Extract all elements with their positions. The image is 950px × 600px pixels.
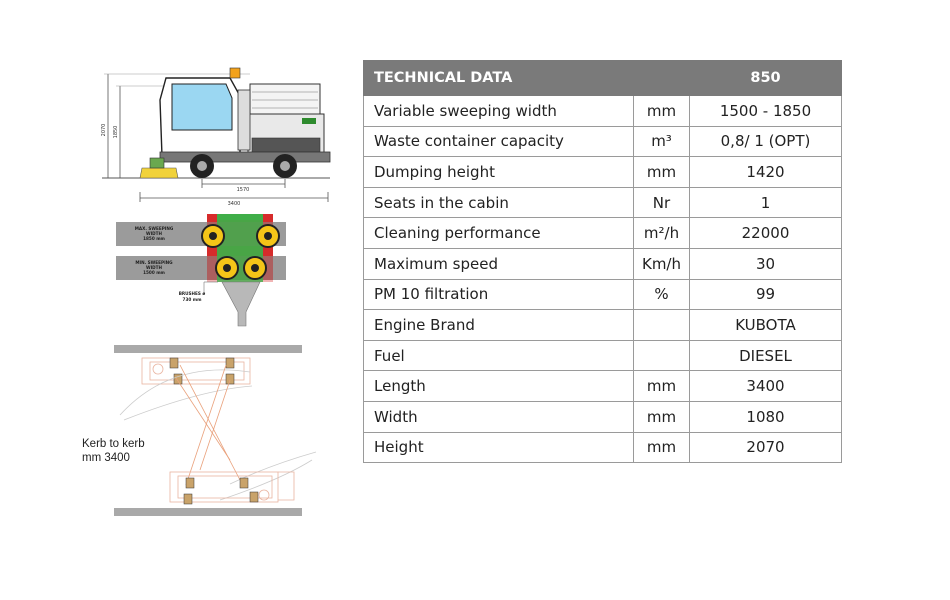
table-row xyxy=(364,401,842,432)
table-row xyxy=(364,126,842,157)
row-label: Length xyxy=(364,371,634,402)
row-label: Variable sweeping width xyxy=(364,96,634,127)
height-dim-outer: 2070 xyxy=(101,123,107,137)
row-unit: Km/h xyxy=(634,248,690,279)
row-label: Waste container capacity xyxy=(364,126,634,157)
row-label: Seats in the cabin xyxy=(364,187,634,218)
max-sweep-label-2: WIDTH xyxy=(145,231,163,236)
row-value: 1500 - 1850 xyxy=(690,96,842,127)
table-row xyxy=(364,279,842,310)
brush-plan-view xyxy=(116,214,286,326)
brushes-label-2: 730 mm xyxy=(182,297,202,302)
row-unit: m²/h xyxy=(634,218,690,249)
kerb-label-line2: mm 3400 xyxy=(82,452,130,464)
header-model: 850 xyxy=(690,61,842,96)
min-sweep-label-1: MIN. SWEEPING xyxy=(135,260,173,265)
row-unit xyxy=(634,340,690,371)
table-header-row xyxy=(364,61,842,96)
technical-data-table xyxy=(363,60,842,463)
row-unit: m³ xyxy=(634,126,690,157)
row-value: 99 xyxy=(690,279,842,310)
table-row xyxy=(364,371,842,402)
row-unit: mm xyxy=(634,432,690,463)
row-label: PM 10 filtration xyxy=(364,279,634,310)
turning-diagram xyxy=(114,345,316,516)
header-technical-data: TECHNICAL DATA xyxy=(364,61,634,96)
min-sweep-label-3: 1500 mm xyxy=(143,270,165,275)
row-value: 1080 xyxy=(690,401,842,432)
table-row xyxy=(364,96,842,127)
max-sweep-label-1: MAX. SWEEPING xyxy=(134,226,174,231)
row-value: 22000 xyxy=(690,218,842,249)
brushes-label-1: BRUSHES ø xyxy=(178,291,206,296)
table-row xyxy=(364,310,842,341)
row-unit: mm xyxy=(634,401,690,432)
row-unit: % xyxy=(634,279,690,310)
row-label: Fuel xyxy=(364,340,634,371)
row-label: Height xyxy=(364,432,634,463)
row-unit: mm xyxy=(634,96,690,127)
sweeper-side-view xyxy=(101,68,330,207)
length-dim: 3400 xyxy=(227,201,241,207)
table-row xyxy=(364,218,842,249)
row-value: 30 xyxy=(690,248,842,279)
row-label: Engine Brand xyxy=(364,310,634,341)
row-value: 0,8/ 1 (OPT) xyxy=(690,126,842,157)
row-label: Cleaning performance xyxy=(364,218,634,249)
table-row xyxy=(364,157,842,188)
row-unit: mm xyxy=(634,157,690,188)
row-label: Dumping height xyxy=(364,157,634,188)
row-value: 1 xyxy=(690,187,842,218)
max-sweep-label-3: 1850 mm xyxy=(143,236,165,241)
table-row xyxy=(364,187,842,218)
row-value: 1420 xyxy=(690,157,842,188)
min-sweep-label-2: WIDTH xyxy=(145,265,163,270)
row-value: 2070 xyxy=(690,432,842,463)
height-dim-inner: 1850 xyxy=(113,125,119,139)
row-value: KUBOTA xyxy=(690,310,842,341)
row-value: DIESEL xyxy=(690,340,842,371)
kerb-to-kerb-label xyxy=(82,437,172,465)
row-unit xyxy=(634,310,690,341)
row-unit: Nr xyxy=(634,187,690,218)
row-label: Width xyxy=(364,401,634,432)
table-row xyxy=(364,340,842,371)
table-row xyxy=(364,248,842,279)
row-label: Maximum speed xyxy=(364,248,634,279)
wheelbase-dim: 1570 xyxy=(236,187,250,193)
header-unit xyxy=(634,61,690,96)
table-row xyxy=(364,432,842,463)
row-unit: mm xyxy=(634,371,690,402)
row-value: 3400 xyxy=(690,371,842,402)
kerb-label-line1: Kerb to kerb xyxy=(82,438,145,450)
